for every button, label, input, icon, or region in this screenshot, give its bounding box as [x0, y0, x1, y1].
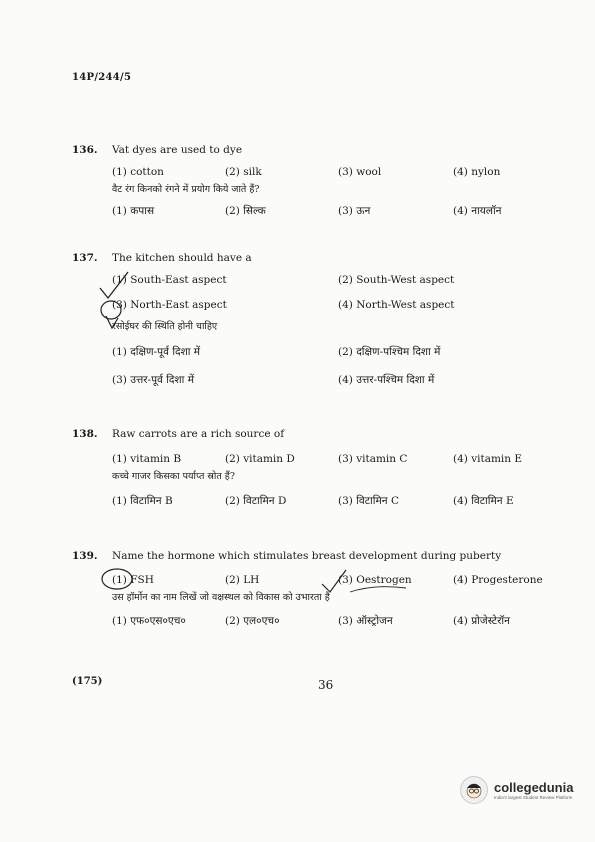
question-number: 137. — [72, 252, 98, 264]
hindi-option-row — [112, 494, 562, 510]
option-3: (3) Oestrogen — [338, 574, 412, 586]
question-number: 139. — [72, 550, 98, 562]
option-1: (1) vitamin B — [112, 453, 182, 465]
hindi-question-text: वैट रंग किनको रंगने में प्रयोग किये जाते हैं? — [112, 184, 260, 195]
option-2: (2) South-West aspect — [338, 274, 455, 286]
paper-code: 14P/244/5 — [72, 72, 132, 83]
brand-name: collegedunia — [494, 780, 574, 795]
hindi-option-4: (4) उत्तर-पश्चिम दिशा में — [338, 374, 435, 386]
option-row — [112, 166, 562, 182]
hindi-option-1: (1) विटामिन B — [112, 495, 173, 507]
question-text: Vat dyes are used to dye — [112, 144, 243, 156]
hindi-option-row — [112, 204, 562, 220]
hindi-option-1: (1) दक्षिण-पूर्व दिशा में — [112, 346, 201, 358]
question-137 — [72, 252, 562, 389]
question-138 — [72, 428, 562, 510]
hindi-question-text: रसोईघर की स्थिति होनी चाहिए — [112, 321, 218, 332]
option-2: (2) vitamin D — [225, 453, 295, 465]
option-3: (3) wool — [338, 166, 382, 178]
question-text: Name the hormone which stimulates breast development during puberty — [112, 550, 502, 562]
option-3: (3) North-East aspect — [112, 299, 227, 311]
footer-code: (175) — [72, 676, 103, 687]
hindi-option-3: (3) ऊन — [338, 205, 371, 217]
question-text: Raw carrots are a rich source of — [112, 428, 285, 440]
option-4: (4) nylon — [453, 166, 501, 178]
option-1: (1) South-East aspect — [112, 274, 227, 286]
question-number: 136. — [72, 144, 98, 156]
question-139 — [72, 550, 562, 630]
option-4: (4) vitamin E — [453, 453, 523, 465]
option-2: (2) LH — [225, 574, 260, 586]
hindi-question-text: कच्चे गाजर किसका पर्याप्त स्रोत हैं? — [112, 471, 235, 482]
hindi-option-2: (2) सिल्क — [225, 205, 266, 217]
hindi-option-1: (1) कपास — [112, 205, 155, 217]
hindi-option-1: (1) एफ०एस०एच० — [112, 615, 186, 627]
option-1: (1) cotton — [112, 166, 164, 178]
hindi-option-4: (4) नायलॉन — [453, 205, 502, 217]
option-4: (4) Progesterone — [453, 574, 543, 586]
brand-watermark — [460, 776, 573, 804]
question-number: 138. — [72, 428, 98, 440]
option-row — [112, 274, 562, 290]
hindi-option-3: (3) विटामिन C — [338, 495, 399, 507]
hindi-option-3: (3) उत्तर-पूर्व दिशा में — [112, 374, 194, 386]
option-row — [112, 453, 562, 469]
hindi-option-2: (2) दक्षिण-पश्चिम दिशा में — [338, 346, 441, 358]
hindi-option-row — [112, 345, 562, 361]
option-1: (1) FSH — [112, 574, 154, 586]
hindi-option-3: (3) ऑस्ट्रोजन — [338, 615, 393, 627]
hindi-option-2: (2) विटामिन D — [225, 495, 287, 507]
hindi-option-row — [112, 373, 562, 389]
option-4: (4) North-West aspect — [338, 299, 455, 311]
option-2: (2) silk — [225, 166, 262, 178]
hindi-option-4: (4) विटामिन E — [453, 495, 514, 507]
hindi-option-4: (4) प्रोजेस्टेरॉन — [453, 615, 510, 627]
brand-tagline: India's largest Student Review Platform — [494, 795, 573, 800]
hindi-option-2: (2) एल०एच० — [225, 615, 280, 627]
hindi-question-text: उस हॉर्मोन का नाम लिखें जो वक्षस्थल को विकास को उभारता है — [112, 592, 330, 603]
hindi-option-row — [112, 614, 562, 630]
option-row — [112, 574, 562, 590]
page-number: 36 — [318, 678, 334, 692]
option-row — [112, 299, 562, 315]
option-3: (3) vitamin C — [338, 453, 408, 465]
question-text: The kitchen should have a — [112, 252, 252, 264]
student-avatar-icon — [460, 776, 488, 804]
question-136 — [72, 144, 562, 220]
